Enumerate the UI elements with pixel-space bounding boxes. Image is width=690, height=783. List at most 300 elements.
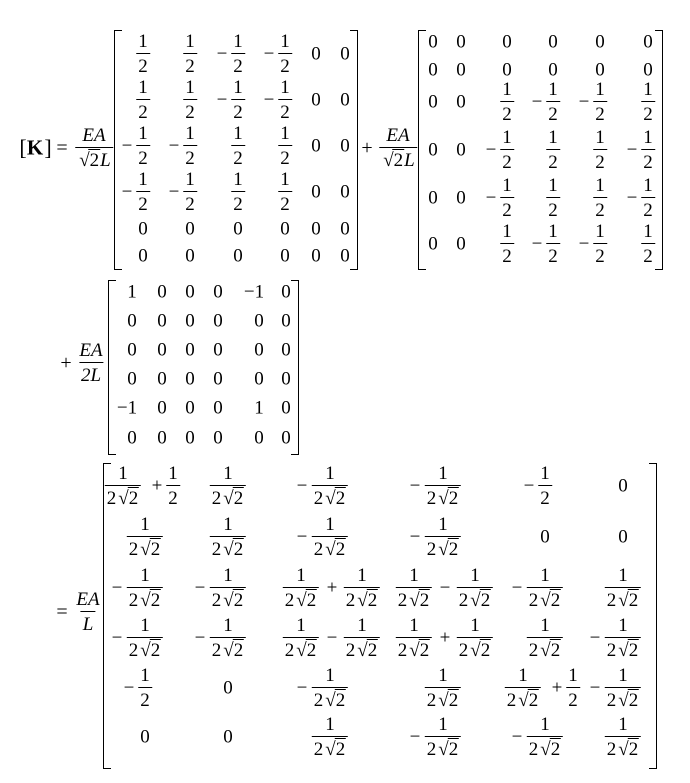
- m1-r1-c2-minus: −: [216, 89, 228, 111]
- root-sign: √: [296, 590, 307, 611]
- res-r4-c4-b-numerator: 1: [568, 665, 578, 686]
- den-root: [140, 641, 161, 660]
- den-two: 2: [528, 590, 539, 611]
- res-r4-c0: [138, 666, 152, 710]
- m1-r3-c2-denominator: 2: [231, 191, 245, 214]
- root-sign: √: [325, 739, 336, 760]
- m1-r2-c0-minus: −: [121, 135, 133, 157]
- root-sign: √: [79, 150, 90, 171]
- m2-r2-c0: 0: [428, 91, 438, 113]
- res-r3-c3-a: [396, 616, 432, 660]
- root-sign: √: [223, 488, 234, 509]
- den-root: [409, 641, 430, 660]
- m1-r2-c1-minus: −: [168, 135, 180, 157]
- m2-r2-c3-minus: −: [531, 91, 543, 113]
- m1-r5-c1: 0: [185, 245, 195, 267]
- root-sign: √: [223, 590, 234, 611]
- m3-r4-c2: 0: [185, 397, 195, 419]
- res-r4-c2-numerator: 1: [325, 665, 335, 686]
- m1-r2-c0-numerator: 1: [138, 123, 148, 144]
- root-sign: √: [118, 488, 129, 509]
- m2-r0-c4: 0: [595, 31, 605, 53]
- res-r3-c3-op: +: [439, 627, 451, 649]
- den-root: [357, 641, 378, 660]
- m2-r4-c4-numerator: 1: [595, 175, 605, 196]
- den-two: 2: [606, 690, 617, 711]
- m1-r1-c0: [136, 78, 150, 122]
- root-argument: 2: [150, 590, 161, 611]
- m2-r5-c2: [500, 222, 514, 266]
- root-sign: √: [140, 640, 151, 661]
- m2-r4-c3: [546, 176, 560, 220]
- res-r0-c3-minus: −: [409, 475, 421, 497]
- m2-r3-c3-numerator: 1: [548, 127, 558, 148]
- den-two: 2: [211, 590, 222, 611]
- den-two: 2: [211, 488, 222, 509]
- coef2-root: [383, 151, 404, 170]
- root-sign: √: [223, 640, 234, 661]
- root-argument: 2: [550, 640, 561, 661]
- m2-r2-c5-numerator: 1: [643, 79, 653, 100]
- den-root: [325, 691, 346, 710]
- m3-r3-c0: 0: [127, 368, 137, 390]
- res-r5-c4-numerator: 1: [540, 714, 550, 735]
- res-r0-c2: [312, 464, 348, 508]
- res-r2-c4: [527, 566, 563, 610]
- root-sign: √: [296, 640, 307, 661]
- res-r2-c2-b-numerator: 1: [357, 565, 367, 586]
- den-root: [470, 641, 491, 660]
- res-r0-c0-b-numerator: 1: [168, 463, 178, 484]
- root-sign: √: [325, 539, 336, 560]
- root-argument: 2: [393, 150, 404, 171]
- res-r4-c1: 0: [223, 677, 233, 699]
- res-r4-c3: [425, 666, 461, 710]
- res-r2-c0: [127, 566, 163, 610]
- coefficient-2-numerator: EA: [386, 125, 410, 146]
- den-root: [325, 489, 346, 508]
- res-r5-c3: [425, 715, 461, 759]
- den-root: [296, 641, 317, 660]
- res-r3-c1-denominator: [210, 637, 246, 660]
- res-r3-c2-a-denominator: [283, 637, 319, 660]
- root-argument: 2: [628, 640, 639, 661]
- res-r3-c0-denominator: [127, 637, 163, 660]
- res-r5-c3-minus: −: [409, 726, 421, 748]
- root-sign: √: [618, 690, 629, 711]
- res-r1-c2-numerator: 1: [325, 514, 335, 535]
- m1-r0-c0: [136, 32, 150, 76]
- m2-r2-c4-minus: −: [578, 91, 590, 113]
- den-two: 2: [313, 690, 324, 711]
- m1-r1-c2: [231, 78, 245, 122]
- m1-r5-c5: 0: [340, 245, 350, 267]
- res-r3-c1-minus: −: [194, 627, 206, 649]
- m2-r3-c4-numerator: 1: [595, 127, 605, 148]
- m1-r2-c1: [183, 124, 197, 168]
- den-two: 2: [458, 640, 469, 661]
- m2-r1-c0: 0: [428, 59, 438, 81]
- m1-r3-c3: [278, 170, 292, 214]
- m2-r5-c4-minus: −: [578, 233, 590, 255]
- res-r3-c3-a-numerator: 1: [409, 615, 419, 636]
- m1-r4-c3: 0: [280, 218, 290, 240]
- res-r2-c3-op: −: [439, 577, 451, 599]
- m1-r1-c3-numerator: 1: [280, 77, 290, 98]
- root-argument: 2: [335, 488, 346, 509]
- den-two: 2: [128, 590, 139, 611]
- coefficient-1-denominator: [75, 147, 113, 170]
- m2-r2-c4: [593, 80, 607, 124]
- root-sign: √: [438, 690, 449, 711]
- root-argument: 2: [419, 640, 430, 661]
- m1-r1-c2-denominator: 2: [231, 99, 245, 122]
- res-r5-c4-denominator: [527, 736, 563, 759]
- m3-r5-c2: 0: [185, 427, 195, 449]
- den-two: 2: [606, 640, 617, 661]
- coefficient-3: [77, 341, 104, 385]
- den-root: [223, 641, 244, 660]
- res-r4-c2-minus: −: [296, 677, 308, 699]
- m1-r0-c1-denominator: 2: [183, 53, 197, 76]
- res-r2-c2-a-denominator: [283, 587, 319, 610]
- res-r2-c2-b-denominator: [344, 587, 380, 610]
- m1-r1-c4: 0: [311, 89, 321, 111]
- root-sign: √: [618, 640, 629, 661]
- equals-sign-2: =: [56, 601, 68, 623]
- den-root: [438, 740, 459, 759]
- root-sign: √: [409, 640, 420, 661]
- res-r5-c4-minus: −: [511, 726, 523, 748]
- root-argument: 2: [480, 640, 491, 661]
- den-two: 2: [313, 739, 324, 760]
- m3-r2-c5: 0: [281, 339, 291, 361]
- res-r2-c5-numerator: 1: [618, 565, 628, 586]
- root-sign: √: [540, 739, 551, 760]
- res-r5-c1: 0: [223, 726, 233, 748]
- m1-r0-c3: [278, 32, 292, 76]
- m3-r3-c1: 0: [157, 368, 167, 390]
- res-r4-c3-denominator: [425, 687, 461, 710]
- root-sign: √: [438, 488, 449, 509]
- m2-r4-c2: [500, 176, 514, 220]
- res-r0-c2-denominator: [312, 485, 348, 508]
- m3-r1-c5: 0: [281, 310, 291, 332]
- root-argument: 2: [128, 488, 139, 509]
- den-root: [470, 591, 491, 610]
- m3-r1-c4: 0: [254, 310, 264, 332]
- m1-r1-c0-numerator: 1: [138, 77, 148, 98]
- res-r3-c0-minus: −: [111, 627, 123, 649]
- res-r5-c2: [312, 715, 348, 759]
- m2-r3-c2-minus: −: [485, 139, 497, 161]
- m1-r0-c3-denominator: 2: [278, 53, 292, 76]
- res-r0-c0-a: [105, 464, 141, 508]
- den-root: [223, 489, 244, 508]
- m1-r2-c2: [231, 124, 245, 168]
- m3-r0-c5: 0: [281, 281, 291, 303]
- den-root: [438, 489, 459, 508]
- root-sign: √: [325, 690, 336, 711]
- root-argument: 2: [233, 539, 244, 560]
- den-root: [618, 691, 639, 710]
- m1-r3-c2-numerator: 1: [233, 169, 243, 190]
- m2-r3-c2: [500, 128, 514, 172]
- m3-r5-c4: 0: [254, 427, 264, 449]
- m2-r3-c3: [546, 128, 560, 172]
- m1-r1-c0-denominator: 2: [136, 99, 150, 122]
- m2-r4-c2-denominator: 2: [500, 197, 514, 220]
- m2-r0-c2: 0: [502, 31, 512, 53]
- m2-r4-c5-minus: −: [626, 187, 638, 209]
- res-r1-c2-denominator: [312, 536, 348, 559]
- m1-r2-c3: [278, 124, 292, 168]
- root-argument: 2: [233, 590, 244, 611]
- m3-r2-c2: 0: [185, 339, 195, 361]
- root-sign: √: [140, 590, 151, 611]
- m1-r1-c3: [278, 78, 292, 122]
- res-r2-c2-op: +: [326, 577, 338, 599]
- m2-r3-c4: [593, 128, 607, 172]
- m2-r2-c3-denominator: 2: [546, 101, 560, 124]
- res-r3-c3-b-numerator: 1: [470, 615, 480, 636]
- res-r1-c3-denominator: [425, 536, 461, 559]
- root-argument: 2: [89, 150, 100, 171]
- m3-r1-c3: 0: [213, 310, 223, 332]
- m3-r1-c1: 0: [157, 310, 167, 332]
- res-r3-c0: [127, 616, 163, 660]
- res-r5-c3-denominator: [425, 736, 461, 759]
- res-r0-c0-a-denominator: [105, 485, 141, 508]
- m3-r3-c2: 0: [185, 368, 195, 390]
- root-argument: 2: [550, 739, 561, 760]
- m2-r5-c5-denominator: 2: [641, 243, 655, 266]
- res-r2-c3-b: [457, 566, 493, 610]
- m2-r3-c1: 0: [456, 139, 466, 161]
- den-two: 2: [606, 739, 617, 760]
- m3-r3-c5: 0: [281, 368, 291, 390]
- m1-r0-c2-denominator: 2: [231, 53, 245, 76]
- m2-r5-c0: 0: [428, 233, 438, 255]
- res-r2-c4-numerator: 1: [540, 565, 550, 586]
- den-root: [540, 591, 561, 610]
- m1-r2-c3-denominator: 2: [278, 145, 292, 168]
- root-sign: √: [383, 150, 394, 171]
- m3-r3-c4: 0: [254, 368, 264, 390]
- m1-r3-c1: [183, 170, 197, 214]
- res-r5-c0: 0: [140, 726, 150, 748]
- res-r0-c0-a-numerator: 1: [118, 463, 128, 484]
- res-r0-c4-minus: −: [523, 475, 535, 497]
- m2-r3-c4-denominator: 2: [593, 149, 607, 172]
- root-argument: 2: [306, 640, 317, 661]
- m2-r3-c2-denominator: 2: [500, 149, 514, 172]
- root-argument: 2: [150, 640, 161, 661]
- den-root: [325, 740, 346, 759]
- res-r5-c5-denominator: [605, 736, 641, 759]
- m2-r4-c5: [641, 176, 655, 220]
- den-root: [438, 691, 459, 710]
- m2-r2-c2-denominator: 2: [500, 101, 514, 124]
- root-argument: 2: [448, 690, 459, 711]
- lhs-symbol: K: [26, 135, 44, 160]
- m3-r2-c3: 0: [213, 339, 223, 361]
- m2-r5-c5-numerator: 1: [643, 221, 653, 242]
- m2-r3-c5-numerator: 1: [643, 127, 653, 148]
- root-sign: √: [518, 690, 529, 711]
- m3-r4-c5: 0: [281, 397, 291, 419]
- coefficient-4: [74, 590, 101, 634]
- m2-r5-c4-denominator: 2: [593, 243, 607, 266]
- den-two: 2: [106, 488, 117, 509]
- m3-r5-c3: 0: [213, 427, 223, 449]
- m1-r3-c0-minus: −: [121, 181, 133, 203]
- m1-r3-c2: [231, 170, 245, 214]
- m2-r2-c5-denominator: 2: [641, 101, 655, 124]
- den-two: 2: [284, 640, 295, 661]
- m3-r4-c3: 0: [213, 397, 223, 419]
- res-r4-c5-minus: −: [589, 677, 601, 699]
- m2-r4-c4: [593, 176, 607, 220]
- m2-r5-c4: [593, 222, 607, 266]
- m1-r2-c1-numerator: 1: [185, 123, 195, 144]
- den-root: [118, 489, 139, 508]
- res-r4-c5-denominator: [605, 687, 641, 710]
- matrix3-left-bracket: [108, 280, 116, 455]
- m2-r4-c5-numerator: 1: [643, 175, 653, 196]
- res-r5-c5-numerator: 1: [618, 714, 628, 735]
- res-r2-c3-b-denominator: [457, 587, 493, 610]
- m2-r2-c4-numerator: 1: [595, 79, 605, 100]
- den-root: [140, 591, 161, 610]
- res-r0-c2-minus: −: [296, 475, 308, 497]
- m2-r2-c1: 0: [456, 91, 466, 113]
- m2-r5-c3-denominator: 2: [546, 243, 560, 266]
- m2-r5-c2-numerator: 1: [502, 221, 512, 242]
- root-argument: 2: [628, 590, 639, 611]
- res-r0-c0-b: [166, 464, 180, 508]
- res-r3-c2-a-numerator: 1: [296, 615, 306, 636]
- m3-r4-c4: 1: [254, 397, 264, 419]
- den-two: 2: [528, 739, 539, 760]
- coef2-L: L: [404, 150, 415, 171]
- root-sign: √: [438, 539, 449, 560]
- res-r3-c2-b: [344, 616, 380, 660]
- res-r1-c2-minus: −: [296, 526, 308, 548]
- res-r1-c2: [312, 515, 348, 559]
- res-r1-c0-denominator: [127, 536, 163, 559]
- m1-r4-c1: 0: [185, 218, 195, 240]
- coefficient-4-numerator: EA: [76, 589, 100, 610]
- root-sign: √: [140, 539, 151, 560]
- m3-r5-c5: 0: [281, 427, 291, 449]
- m1-r1-c5: 0: [340, 89, 350, 111]
- m1-r3-c0: [136, 170, 150, 214]
- m1-r4-c4: 0: [311, 218, 321, 240]
- den-two: 2: [345, 640, 356, 661]
- res-r1-c0-numerator: 1: [140, 514, 150, 535]
- m3-r5-c0: 0: [127, 427, 137, 449]
- res-r2-c3-b-numerator: 1: [470, 565, 480, 586]
- res-r2-c2-a: [283, 566, 319, 610]
- m2-r2-c2: [500, 80, 514, 124]
- res-r0-c4: [538, 464, 552, 508]
- m2-r5-c3-numerator: 1: [548, 221, 558, 242]
- m1-r4-c5: 0: [340, 218, 350, 240]
- den-two: 2: [284, 590, 295, 611]
- coefficient-1: [75, 126, 113, 170]
- m1-r3-c3-denominator: 2: [278, 191, 292, 214]
- den-two: 2: [128, 539, 139, 560]
- res-r1-c3-minus: −: [409, 526, 421, 548]
- res-r2-c3-a-denominator: [396, 587, 432, 610]
- den-root: [540, 740, 561, 759]
- m1-r0-c4: 0: [311, 43, 321, 65]
- coefficient-2: [379, 126, 417, 170]
- m1-r1-c1: [183, 78, 197, 122]
- m1-r2-c1-denominator: 2: [183, 145, 197, 168]
- res-r0-c3-numerator: 1: [438, 463, 448, 484]
- m2-r4-c2-numerator: 1: [502, 175, 512, 196]
- m1-r3-c1-numerator: 1: [185, 169, 195, 190]
- m1-r5-c2: 0: [233, 245, 243, 267]
- root-argument: 2: [550, 590, 561, 611]
- root-argument: 2: [448, 539, 459, 560]
- m2-r1-c5: 0: [643, 59, 653, 81]
- res-r3-c2-b-numerator: 1: [357, 615, 367, 636]
- den-two: 2: [506, 690, 517, 711]
- m3-r0-c2: 0: [185, 281, 195, 303]
- den-two: 2: [528, 640, 539, 661]
- root-sign: √: [357, 590, 368, 611]
- m1-r3-c0-numerator: 1: [138, 169, 148, 190]
- m2-r2-c5: [641, 80, 655, 124]
- den-two: 2: [345, 590, 356, 611]
- root-sign: √: [470, 640, 481, 661]
- res-r2-c2-b: [344, 566, 380, 610]
- m2-r0-c0: 0: [428, 31, 438, 53]
- coefficient-2-denominator: [379, 147, 417, 170]
- res-r3-c2-op: −: [326, 627, 338, 649]
- m2-r2-c2-numerator: 1: [502, 79, 512, 100]
- den-root: [409, 591, 430, 610]
- res-r1-c1-denominator: [210, 536, 246, 559]
- m1-r0-c0-numerator: 1: [138, 31, 148, 52]
- m2-r5-c1: 0: [456, 233, 466, 255]
- m3-r0-c1: 0: [157, 281, 167, 303]
- m3-r3-c3: 0: [213, 368, 223, 390]
- m2-r2-c3: [546, 80, 560, 124]
- res-r4-c2: [312, 666, 348, 710]
- m1-r3-c0-denominator: 2: [136, 191, 150, 214]
- root-argument: 2: [367, 590, 378, 611]
- m1-r0-c1: [183, 32, 197, 76]
- m2-r3-c0: 0: [428, 139, 438, 161]
- root-argument: 2: [628, 690, 639, 711]
- coef-L: L: [100, 150, 111, 171]
- res-r1-c3: [425, 515, 461, 559]
- m1-r2-c2-numerator: 1: [233, 123, 243, 144]
- m1-r2-c2-denominator: 2: [231, 145, 245, 168]
- root-argument: 2: [335, 690, 346, 711]
- res-r3-c5-denominator: [605, 637, 641, 660]
- res-r5-c3-numerator: 1: [438, 714, 448, 735]
- res-r3-c2-b-denominator: [344, 637, 380, 660]
- m1-r2-c0: [136, 124, 150, 168]
- m1-r3-c1-minus: −: [168, 181, 180, 203]
- matrix2-left-bracket: [418, 30, 426, 270]
- res-r2-c1-minus: −: [194, 577, 206, 599]
